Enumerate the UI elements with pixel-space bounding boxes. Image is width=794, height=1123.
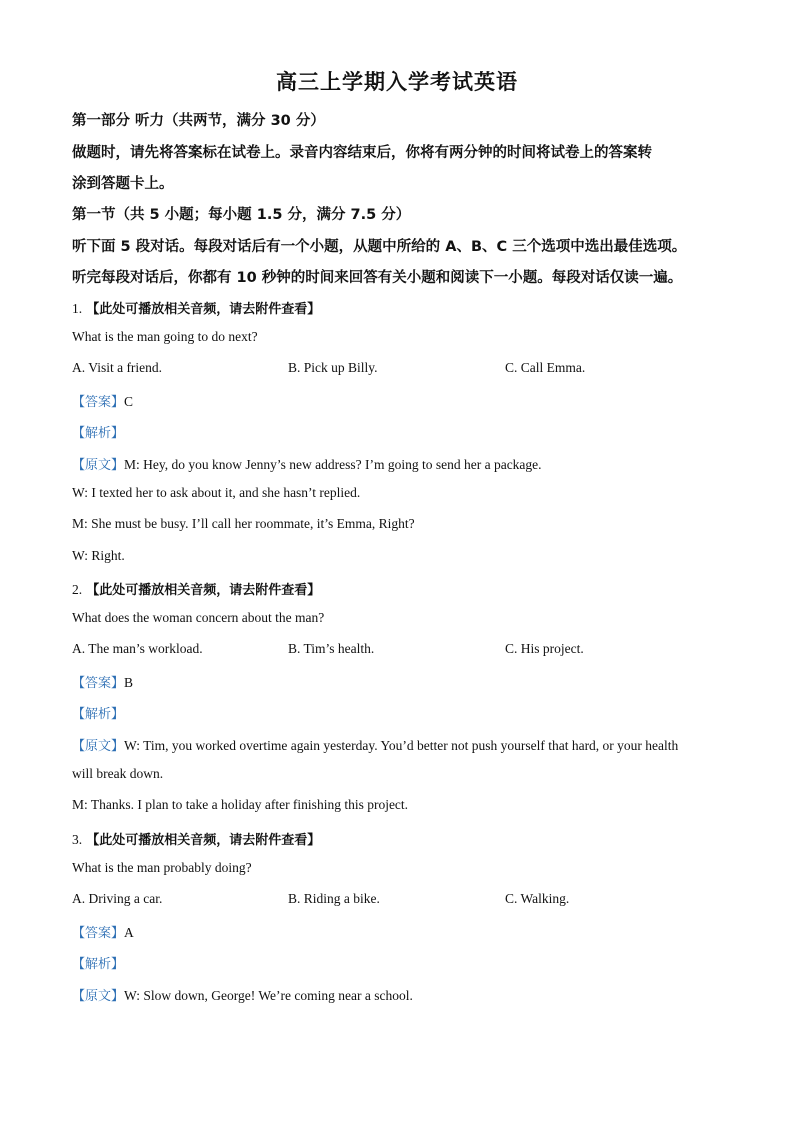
original-tag: 【原文】: [72, 458, 125, 473]
question-1-transcript-line: W: Right.: [72, 548, 125, 563]
audio-link[interactable]: 【此处可播放相关音频，请去附件查看】: [86, 302, 321, 317]
question-2-stem: What does the woman concern about the man?: [72, 610, 325, 625]
instruction-line-3: 听下面 5 段对话。每段对话后有一个小题，从题中所给的 A、B、C 三个选项中选出最佳选项。: [72, 239, 687, 255]
question-3-answer: [72, 922, 134, 941]
question-1-option-c: C. Call Emma.: [505, 360, 586, 375]
question-3-header: [72, 829, 320, 848]
question-2-analysis: [72, 703, 124, 722]
part-heading: 第一部分 听力（共两节，满分 30 分）: [72, 113, 325, 129]
question-2-answer: [72, 672, 133, 691]
question-3-option-c: C. Walking.: [505, 891, 570, 906]
question-2-option-a: A. The man’s workload.: [72, 641, 203, 656]
question-3-option-a: A. Driving a car.: [72, 891, 163, 906]
question-2-transcript-line: [72, 735, 678, 754]
instruction-line-4: 听完每段对话后，你都有 10 秒钟的时间来回答有关小题和阅读下一小题。每段对话仅读一遍。: [72, 270, 683, 286]
question-1-header: [72, 298, 320, 317]
question-2-transcript-line: M: Thanks. I plan to take a holiday after finishing this project.: [72, 797, 409, 812]
question-1-transcript-line: M: She must be busy. I’ll call her roommate, it’s Emma, Right?: [72, 516, 415, 531]
question-1-transcript-line: [72, 454, 542, 473]
answer-tag: 【答案】: [72, 676, 125, 691]
question-2-header: [72, 579, 320, 598]
question-3-transcript-line: [72, 985, 413, 1004]
analysis-tag: 【解析】: [72, 707, 125, 722]
answer-tag: 【答案】: [72, 926, 125, 941]
answer-value: B: [124, 675, 134, 690]
page-title: 高三上学期入学考试英语: [276, 70, 518, 94]
original-tag: 【原文】: [72, 739, 125, 754]
question-3-analysis: [72, 953, 124, 972]
transcript-text: W: Tim, you worked overtime again yesterday. You’d better not push yourself that hard, or your health: [124, 738, 679, 753]
original-tag: 【原文】: [72, 989, 125, 1004]
analysis-tag: 【解析】: [72, 426, 125, 441]
audio-link[interactable]: 【此处可播放相关音频，请去附件查看】: [86, 583, 321, 598]
question-1-transcript-line: W: I texted her to ask about it, and she hasn’t replied.: [72, 485, 361, 500]
question-2-option-c: C. His project.: [505, 641, 584, 656]
answer-value: A: [124, 925, 134, 940]
question-1-answer: [72, 391, 133, 410]
question-2-option-b: B. Tim’s health.: [288, 641, 375, 656]
transcript-text: W: Slow down, George! We’re coming near a school.: [124, 988, 413, 1003]
question-number: 3.: [72, 832, 83, 847]
analysis-tag: 【解析】: [72, 957, 125, 972]
section-heading: 第一节（共 5 小题；每小题 1.5 分，满分 7.5 分）: [72, 207, 411, 223]
question-2-transcript-line: will break down.: [72, 766, 164, 781]
question-1-analysis: [72, 422, 124, 441]
answer-tag: 【答案】: [72, 395, 125, 410]
question-1-option-a: A. Visit a friend.: [72, 360, 163, 375]
answer-value: C: [124, 394, 134, 409]
transcript-text: M: Hey, do you know Jenny’s new address? I’m going to send her a package.: [124, 457, 542, 472]
question-3-option-b: B. Riding a bike.: [288, 891, 380, 906]
question-number: 1.: [72, 301, 83, 316]
instruction-line-2: 涂到答题卡上。: [72, 176, 174, 192]
question-1-option-b: B. Pick up Billy.: [288, 360, 378, 375]
question-3-stem: What is the man probably doing?: [72, 860, 252, 875]
audio-link[interactable]: 【此处可播放相关音频，请去附件查看】: [86, 833, 321, 848]
instruction-line-1: 做题时，请先将答案标在试卷上。录音内容结束后，你将有两分钟的时间将试卷上的答案转: [72, 145, 652, 161]
question-1-stem: What is the man going to do next?: [72, 329, 258, 344]
question-number: 2.: [72, 582, 83, 597]
